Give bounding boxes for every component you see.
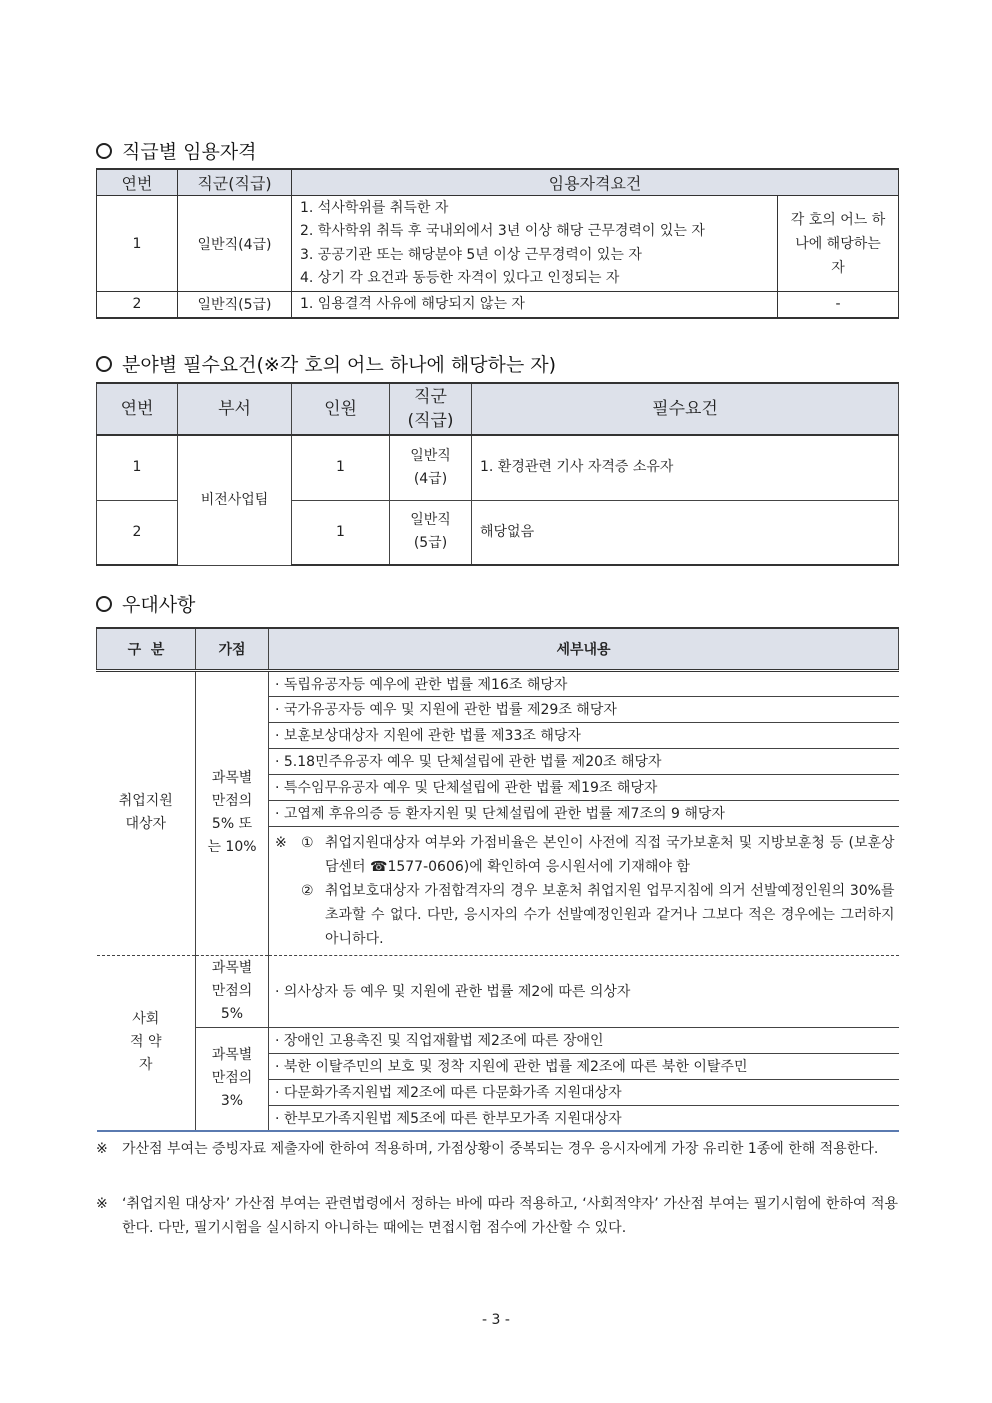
section2-heading (96, 350, 556, 377)
row2-no: 2 (97, 292, 178, 318)
row1-no: 1 (97, 196, 178, 292)
note-row (275, 831, 895, 879)
employment-support-notes (269, 826, 899, 955)
header-requirement: 필수요건 (472, 383, 899, 435)
row2-requirement: 해당없음 (472, 500, 899, 565)
list-item: · 보훈보상대상자 지원에 관한 법률 제33조 해당자 (269, 722, 899, 748)
footnote-symbol: ※ (96, 1141, 108, 1157)
list-item: · 북한 이탈주민의 보호 및 정착 지원에 관한 법률 제2조에 따른 북한 이탈주민 (269, 1053, 899, 1079)
header-requirements: 임용자격요건 (292, 169, 899, 196)
circle-bullet-icon (96, 143, 112, 159)
req-item: 1. 석사학위를 취득한 자 (300, 199, 449, 216)
header-category: 구 분 (97, 628, 196, 670)
row2-grade: 일반직 (5급) (390, 500, 472, 565)
note-number: ① (301, 834, 314, 851)
note-number: ② (301, 882, 314, 899)
list-item: · 국가유공자등 예우 및 지원에 관한 법률 제29조 해당자 (269, 696, 899, 722)
points-group2 (196, 1027, 269, 1131)
req-item: 4. 상기 각 요건과 동등한 자격이 있다고 인정되는 자 (300, 270, 620, 286)
row1-no: 1 (97, 435, 178, 500)
footnote-symbol: ※ (96, 1196, 108, 1212)
header-grade: 직군(직급) (178, 169, 292, 196)
section2-title: 분야별 필수요건(※각 호의 어느 하나에 해당하는 자) (122, 354, 557, 376)
section3-heading (96, 590, 195, 617)
header-points: 가점 (196, 628, 269, 670)
header-grade: 직군 (직급) (390, 383, 472, 435)
row2-requirement: 1. 임용결격 사유에 해당되지 않는 자 (292, 292, 778, 318)
list-item: · 독립유공자등 예우에 관한 법률 제16조 해당자 (269, 670, 899, 696)
req-item: 2. 학사학위 취득 후 국내외에서 3년 이상 해당 근무경력이 있는 자 (300, 223, 705, 239)
note-row (275, 879, 895, 951)
category-employment-support (97, 670, 196, 955)
category-label: 사회적 약자 (130, 1011, 162, 1074)
footnote (96, 1137, 898, 1161)
list-item: · 다문화가족지원법 제2조에 따른 다문화가족 지원대상자 (269, 1079, 899, 1105)
circle-bullet-icon (96, 596, 112, 612)
qualification-table (96, 168, 899, 319)
header-details: 세부내용 (269, 628, 899, 670)
row1-note: 각 호의 어느 하나에 해당하는 자 (778, 196, 899, 292)
header-dept: 부서 (178, 383, 292, 435)
row1-requirement: 1. 환경관련 기사 자격증 소유자 (472, 435, 899, 500)
row2-no: 2 (97, 500, 178, 565)
note-symbol: ※ (275, 834, 287, 851)
header-no: 연번 (97, 383, 178, 435)
circle-bullet-icon (96, 356, 112, 372)
points-label: 과목별 만점의 5% 또는 10% (207, 770, 257, 855)
req-item: 3. 공공기관 또는 해당분야 5년 이상 근무경력이 있는 자 (300, 246, 642, 263)
list-item: · 의사상자 등 예우 및 지원에 관한 법률 제2에 따른 의상자 (269, 955, 899, 1027)
footnote-text: ‘취업지원 대상자’ 가산점 부여는 관련법령에서 정하는 바에 따라 적용하고, ‘사회적약자’ 가산점 부여는 필기시험에 한하여 적용한다. 다만, 필기시험을 실시하지 아니하는 때에는 면접시험 점수에 가산할 수 있다. (122, 1196, 898, 1236)
points-label: 과목별 만점의 5% (211, 959, 253, 1022)
category-social-vulnerable (97, 955, 196, 1131)
row2-note: - (778, 292, 899, 318)
preference-table (96, 627, 899, 1132)
header-count: 인원 (292, 383, 390, 435)
list-item: · 고엽제 후유의증 등 환자지원 및 단체설립에 관한 법률 제7조의 9 해당자 (269, 800, 899, 826)
list-item: · 5.18민주유공자 예우 및 단체설립에 관한 법률 제20조 해당자 (269, 748, 899, 774)
row2-count: 1 (292, 500, 390, 565)
footnote-text: 가산점 부여는 증빙자료 제출자에 한하여 적용하며, 가점상황이 중복되는 경우 응시자에게 가장 유리한 1종에 한해 적용한다. (122, 1141, 879, 1157)
note-text: 취업보호대상자 가점합격자의 경우 보훈처 취업지원 업무지침에 의거 선발예정인원의 30%를 초과할 수 없다. 다만, 응시자의 수가 선발예정인원과 같거나 그보다 적은 경우에는 그러하지 아니하다. (325, 882, 895, 947)
footnote (96, 1192, 898, 1240)
list-item: · 장애인 고용촉진 및 직업재활법 제2조에 따른 장애인 (269, 1027, 899, 1053)
row1-count: 1 (292, 435, 390, 500)
points-employment-support (196, 670, 269, 955)
section3-title: 우대사항 (122, 594, 196, 616)
section1-heading (96, 137, 257, 164)
list-item: · 한부모가족지원법 제5조에 따른 한부모가족 지원대상자 (269, 1105, 899, 1131)
dept-cell: 비전사업팀 (178, 435, 292, 565)
page-number: - 3 - (482, 1312, 510, 1328)
header-no: 연번 (97, 169, 178, 196)
points-group1 (196, 955, 269, 1027)
row1-grade: 일반직(4급) (178, 196, 292, 292)
note-text: 취업지원대상자 여부와 가점비율은 본인이 사전에 직접 국가보훈처 및 지방보훈청 등 (보훈상담센터 ☎1577-0606)에 확인하여 응시원서에 기재해야 함 (325, 834, 895, 875)
row1-requirements (292, 196, 778, 292)
row1-grade: 일반직 (4급) (390, 435, 472, 500)
field-requirement-table (96, 382, 899, 566)
row2-grade: 일반직(5급) (178, 292, 292, 318)
category-label: 취업지원 대상자 (118, 793, 173, 832)
list-item: · 특수임무유공자 예우 및 단체설립에 관한 법률 제19조 해당자 (269, 774, 899, 800)
points-label: 과목별 만점의 3% (211, 1047, 253, 1110)
section1-title: 직급별 임용자격 (122, 141, 257, 163)
